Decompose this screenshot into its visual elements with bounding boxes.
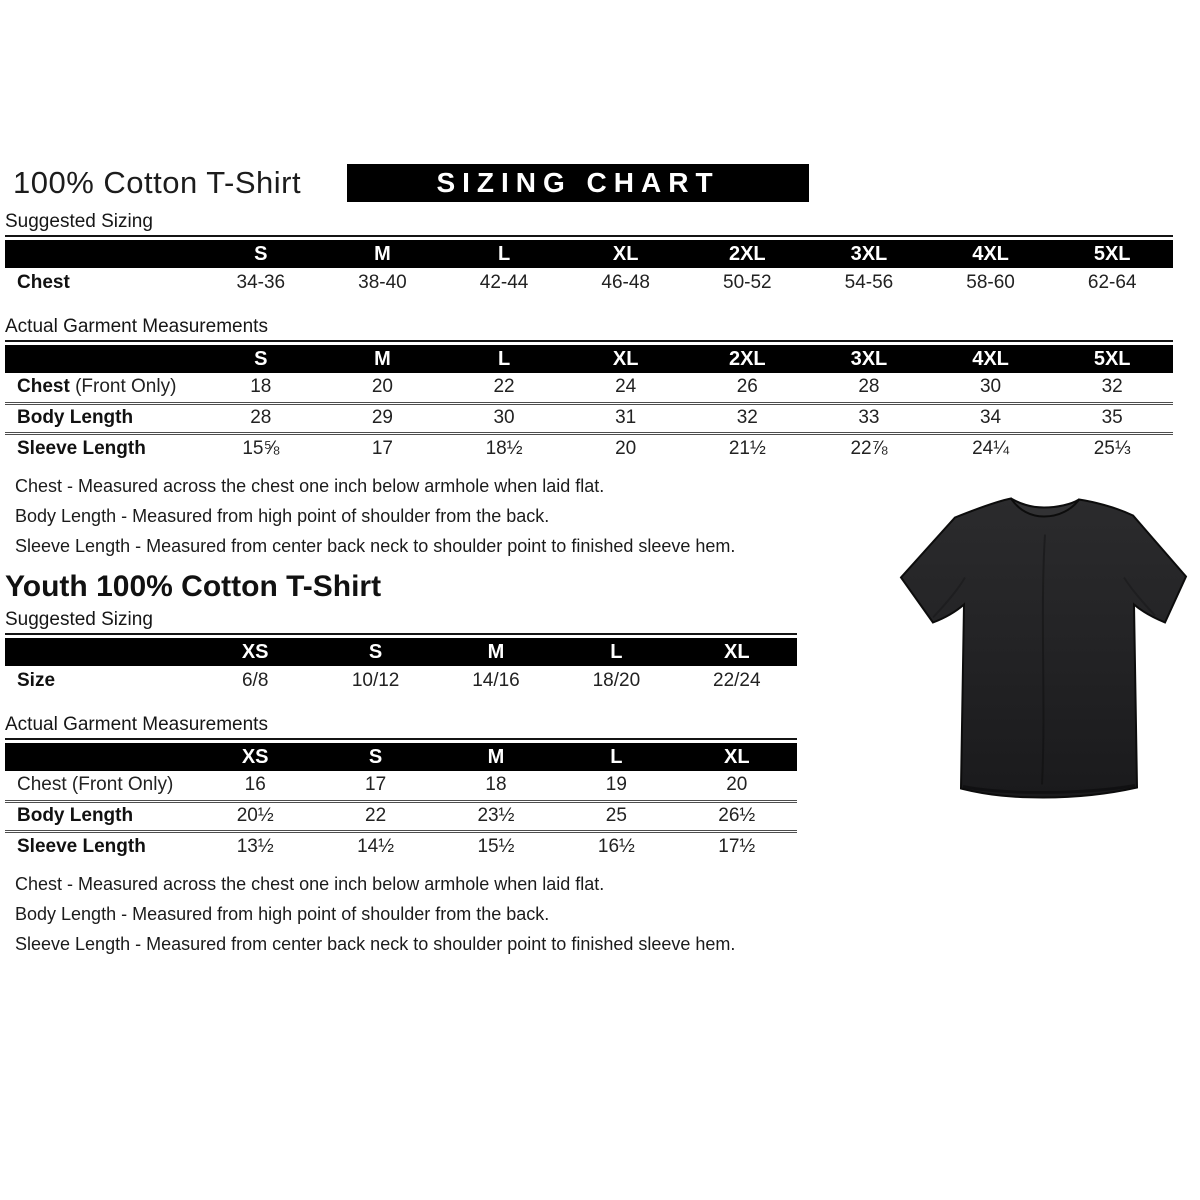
measurement-cell: 20: [371, 376, 393, 398]
divider-line: [5, 235, 1173, 237]
measurement-cell: 22⅞: [808, 433, 930, 463]
youth-suggested-sizing-table: [5, 638, 797, 696]
adult-suggested-sizing-label: Suggested Sizing: [5, 211, 153, 232]
size-column-header: 2XL: [687, 345, 809, 373]
table-header-row: [5, 240, 1173, 268]
size-column-header: XL: [565, 240, 687, 268]
measurement-cell: 6/8: [241, 670, 269, 691]
table-header-row: [5, 345, 1173, 373]
size-column-header: 4XL: [930, 240, 1052, 268]
measurement-cell: 34: [930, 403, 1052, 433]
table-row: [5, 433, 1173, 463]
row-label: Sleeve Length: [5, 831, 195, 861]
row-label: Body Length: [5, 403, 200, 433]
measurement-cell: 54-56: [844, 272, 894, 293]
size-column-header: S: [315, 743, 435, 771]
measurement-cell: 15⅝: [200, 433, 322, 463]
youth-actual-measurements-table: [5, 743, 797, 861]
measurement-cell: 13½: [195, 831, 315, 861]
row-label: Chest: [17, 272, 70, 293]
measurement-cell: 22: [315, 801, 435, 831]
size-column-header: L: [443, 240, 565, 268]
measurement-cell: 21½: [687, 433, 809, 463]
size-column-header: XL: [677, 638, 797, 666]
adult-actual-measurements-table: [5, 345, 1173, 463]
measurement-cell: 20: [565, 433, 687, 463]
measurement-cell: 46-48: [601, 272, 650, 293]
size-column-header: XS: [195, 743, 315, 771]
measurement-cell: 58-60: [966, 272, 1015, 293]
table-header-row: [5, 743, 797, 771]
measurement-cell: 33: [808, 403, 930, 433]
measurement-cell: 35: [1051, 403, 1173, 433]
size-column-header: XL: [677, 743, 797, 771]
size-column-header: 2XL: [687, 240, 809, 268]
note-body-length: Body Length - Measured from high point of shoulder from the back.: [15, 506, 550, 526]
divider-line: [5, 340, 1173, 342]
measurement-cell: 20½: [195, 801, 315, 831]
measurement-cell: 26½: [677, 801, 797, 831]
measurement-cell: 15½: [436, 831, 556, 861]
measurement-cell: 24: [615, 376, 637, 398]
table-row: [5, 403, 1173, 433]
measurement-cell: 17½: [677, 831, 797, 861]
table-row: [5, 801, 797, 831]
size-column-header: S: [315, 638, 435, 666]
note-sleeve-length: Sleeve Length - Measured from center back neck to shoulder point to finished sleeve hem.: [15, 536, 736, 556]
measurement-cell: 19: [605, 774, 627, 796]
measurement-cell: 16: [244, 774, 266, 796]
measurement-cell: 31: [565, 403, 687, 433]
measurement-cell: 20: [726, 774, 748, 796]
row-label: Chest (Front Only): [17, 774, 174, 796]
size-column-header: 5XL: [1051, 345, 1173, 373]
youth-suggested-sizing-label: Suggested Sizing: [5, 609, 153, 630]
measurement-cell: 25: [556, 801, 676, 831]
row-label: Size: [17, 670, 56, 691]
measurement-cell: 50-52: [723, 272, 772, 293]
measurement-cell: 22: [493, 376, 515, 398]
adult-header-row: [5, 163, 1175, 207]
measurement-cell: 38-40: [358, 272, 407, 293]
divider-line: [5, 633, 797, 635]
size-column-header: 3XL: [808, 345, 930, 373]
note-sleeve-length: Sleeve Length - Measured from center back neck to shoulder point to finished sleeve hem.: [15, 934, 736, 954]
measurement-cell: 14/16: [472, 670, 520, 691]
size-column-header: L: [556, 638, 676, 666]
measurement-cell: 16½: [556, 831, 676, 861]
size-column-header: 3XL: [808, 240, 930, 268]
youth-title: Youth 100% Cotton T-Shirt: [5, 570, 382, 603]
adult-actual-measurements-label: Actual Garment Measurements: [5, 316, 268, 337]
table-row: [5, 666, 797, 696]
note-chest: Chest - Measured across the chest one inch below armhole when laid flat.: [15, 476, 605, 496]
youth-actual-measurements-label: Actual Garment Measurements: [5, 714, 268, 735]
measurement-cell: 28: [858, 376, 880, 398]
size-column-header: M: [322, 345, 444, 373]
table-row: [5, 373, 1173, 403]
adult-title: 100% Cotton T-Shirt: [13, 165, 302, 200]
size-column-header: XL: [565, 345, 687, 373]
size-column-header: XS: [195, 638, 315, 666]
sizing-chart-banner-text: SIZING CHART: [436, 167, 720, 198]
size-column-header: 4XL: [930, 345, 1052, 373]
measurement-cell: 34-36: [236, 272, 286, 293]
measurement-cell: 14½: [315, 831, 435, 861]
row-label: Body Length: [5, 801, 195, 831]
size-column-header: S: [200, 345, 322, 373]
measurement-cell: 17: [365, 774, 387, 796]
measurement-cell: 17: [322, 433, 444, 463]
measurement-cell: 18½: [443, 433, 565, 463]
table-row: [5, 771, 797, 801]
corner-cell: [5, 240, 200, 268]
size-column-header: M: [436, 743, 556, 771]
size-column-header: L: [556, 743, 676, 771]
measurement-cell: 30: [443, 403, 565, 433]
measurement-cell: 18/20: [592, 670, 641, 691]
measurement-cell: 42-44: [479, 272, 529, 293]
corner-cell: [5, 638, 195, 666]
tshirt-image: [893, 488, 1193, 806]
measurement-cell: 29: [322, 403, 444, 433]
row-label: Sleeve Length: [5, 433, 200, 463]
row-label: Chest (Front Only): [17, 376, 177, 398]
size-column-header: M: [436, 638, 556, 666]
adult-suggested-sizing-table: [5, 240, 1173, 298]
measurement-cell: 24¼: [930, 433, 1052, 463]
note-chest: Chest - Measured across the chest one inch below armhole when laid flat.: [15, 874, 605, 894]
measurement-cell: 18: [250, 376, 272, 398]
table-header-row: [5, 638, 797, 666]
sizing-chart-banner: [347, 164, 809, 202]
measurement-cell: 18: [485, 774, 507, 796]
measurement-cell: 23½: [436, 801, 556, 831]
corner-cell: [5, 743, 195, 771]
measurement-cell: 25⅓: [1051, 433, 1173, 463]
size-column-header: M: [322, 240, 444, 268]
note-body-length: Body Length - Measured from high point of shoulder from the back.: [15, 904, 550, 924]
measurement-cell: 32: [1101, 376, 1123, 398]
measurement-cell: 28: [200, 403, 322, 433]
table-row: [5, 831, 797, 861]
measurement-cell: 30: [979, 376, 1002, 398]
measurement-cell: 32: [687, 403, 809, 433]
measurement-cell: 62-64: [1087, 272, 1137, 293]
measurement-cell: 26: [736, 376, 758, 398]
youth-measurement-notes: [15, 869, 1175, 959]
measurement-cell: 10/12: [351, 670, 400, 691]
size-column-header: 5XL: [1051, 240, 1173, 268]
table-row: [5, 268, 1173, 298]
size-column-header: L: [443, 345, 565, 373]
measurement-cell: 22/24: [713, 670, 761, 691]
size-column-header: S: [200, 240, 322, 268]
divider-line: [5, 738, 797, 740]
corner-cell: [5, 345, 200, 373]
